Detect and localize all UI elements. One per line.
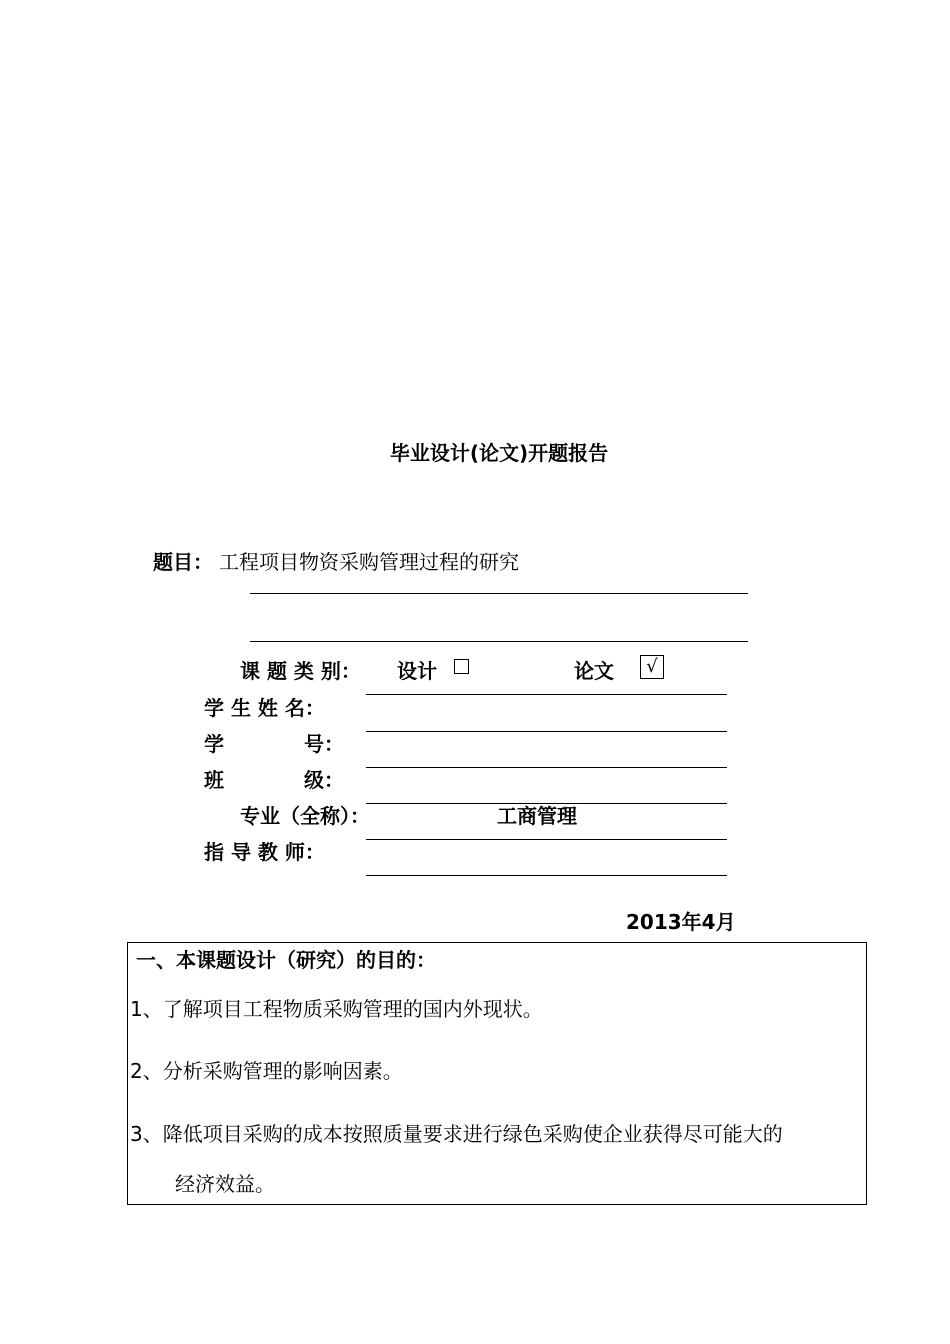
major-field[interactable] [366,839,727,840]
purpose-item-2: 2、分析采购管理的影响因素。 [130,1059,403,1083]
purpose-heading: 一、本课题设计（研究）的目的： [136,948,436,972]
page-title: 毕业设计(论文)开题报告 [389,441,609,465]
major-label: 专业（全称）： [240,804,370,828]
student-name-field[interactable] [366,731,727,732]
thesis-checkbox[interactable]: √ [640,655,664,679]
major-value: 工商管理 [497,804,577,828]
topic-value: 工程项目物资采购管理过程的研究 [219,550,519,574]
purpose-item-1: 1、了解项目工程物质采购管理的国内外现状。 [130,997,543,1021]
design-checkbox[interactable] [454,659,469,674]
design-option-label: 设计 [397,659,437,683]
class-label-suffix: 级： [304,768,344,792]
topic-underline-1 [250,593,748,594]
category-label: 课 题 类 别： [240,659,361,683]
report-date: 2013年4月 [626,910,736,934]
topic-underline-2 [250,641,748,642]
student-id-label-suffix: 号： [304,732,344,756]
purpose-item-3-continued: 经济效益。 [175,1172,275,1196]
student-name-label: 学 生 姓 名： [204,696,325,720]
advisor-label: 指 导 教 师： [204,840,325,864]
student-id-label: 学 [204,732,224,756]
purpose-item-3: 3、降低项目采购的成本按照质量要求进行绿色采购使企业获得尽可能大的 [130,1122,783,1146]
student-name-line-top [366,694,727,695]
advisor-field[interactable] [366,875,727,876]
student-id-field[interactable] [366,767,727,768]
topic-label: 题目： [153,550,213,574]
class-label: 班 [204,768,224,792]
thesis-option-label: 论文 [574,659,614,683]
